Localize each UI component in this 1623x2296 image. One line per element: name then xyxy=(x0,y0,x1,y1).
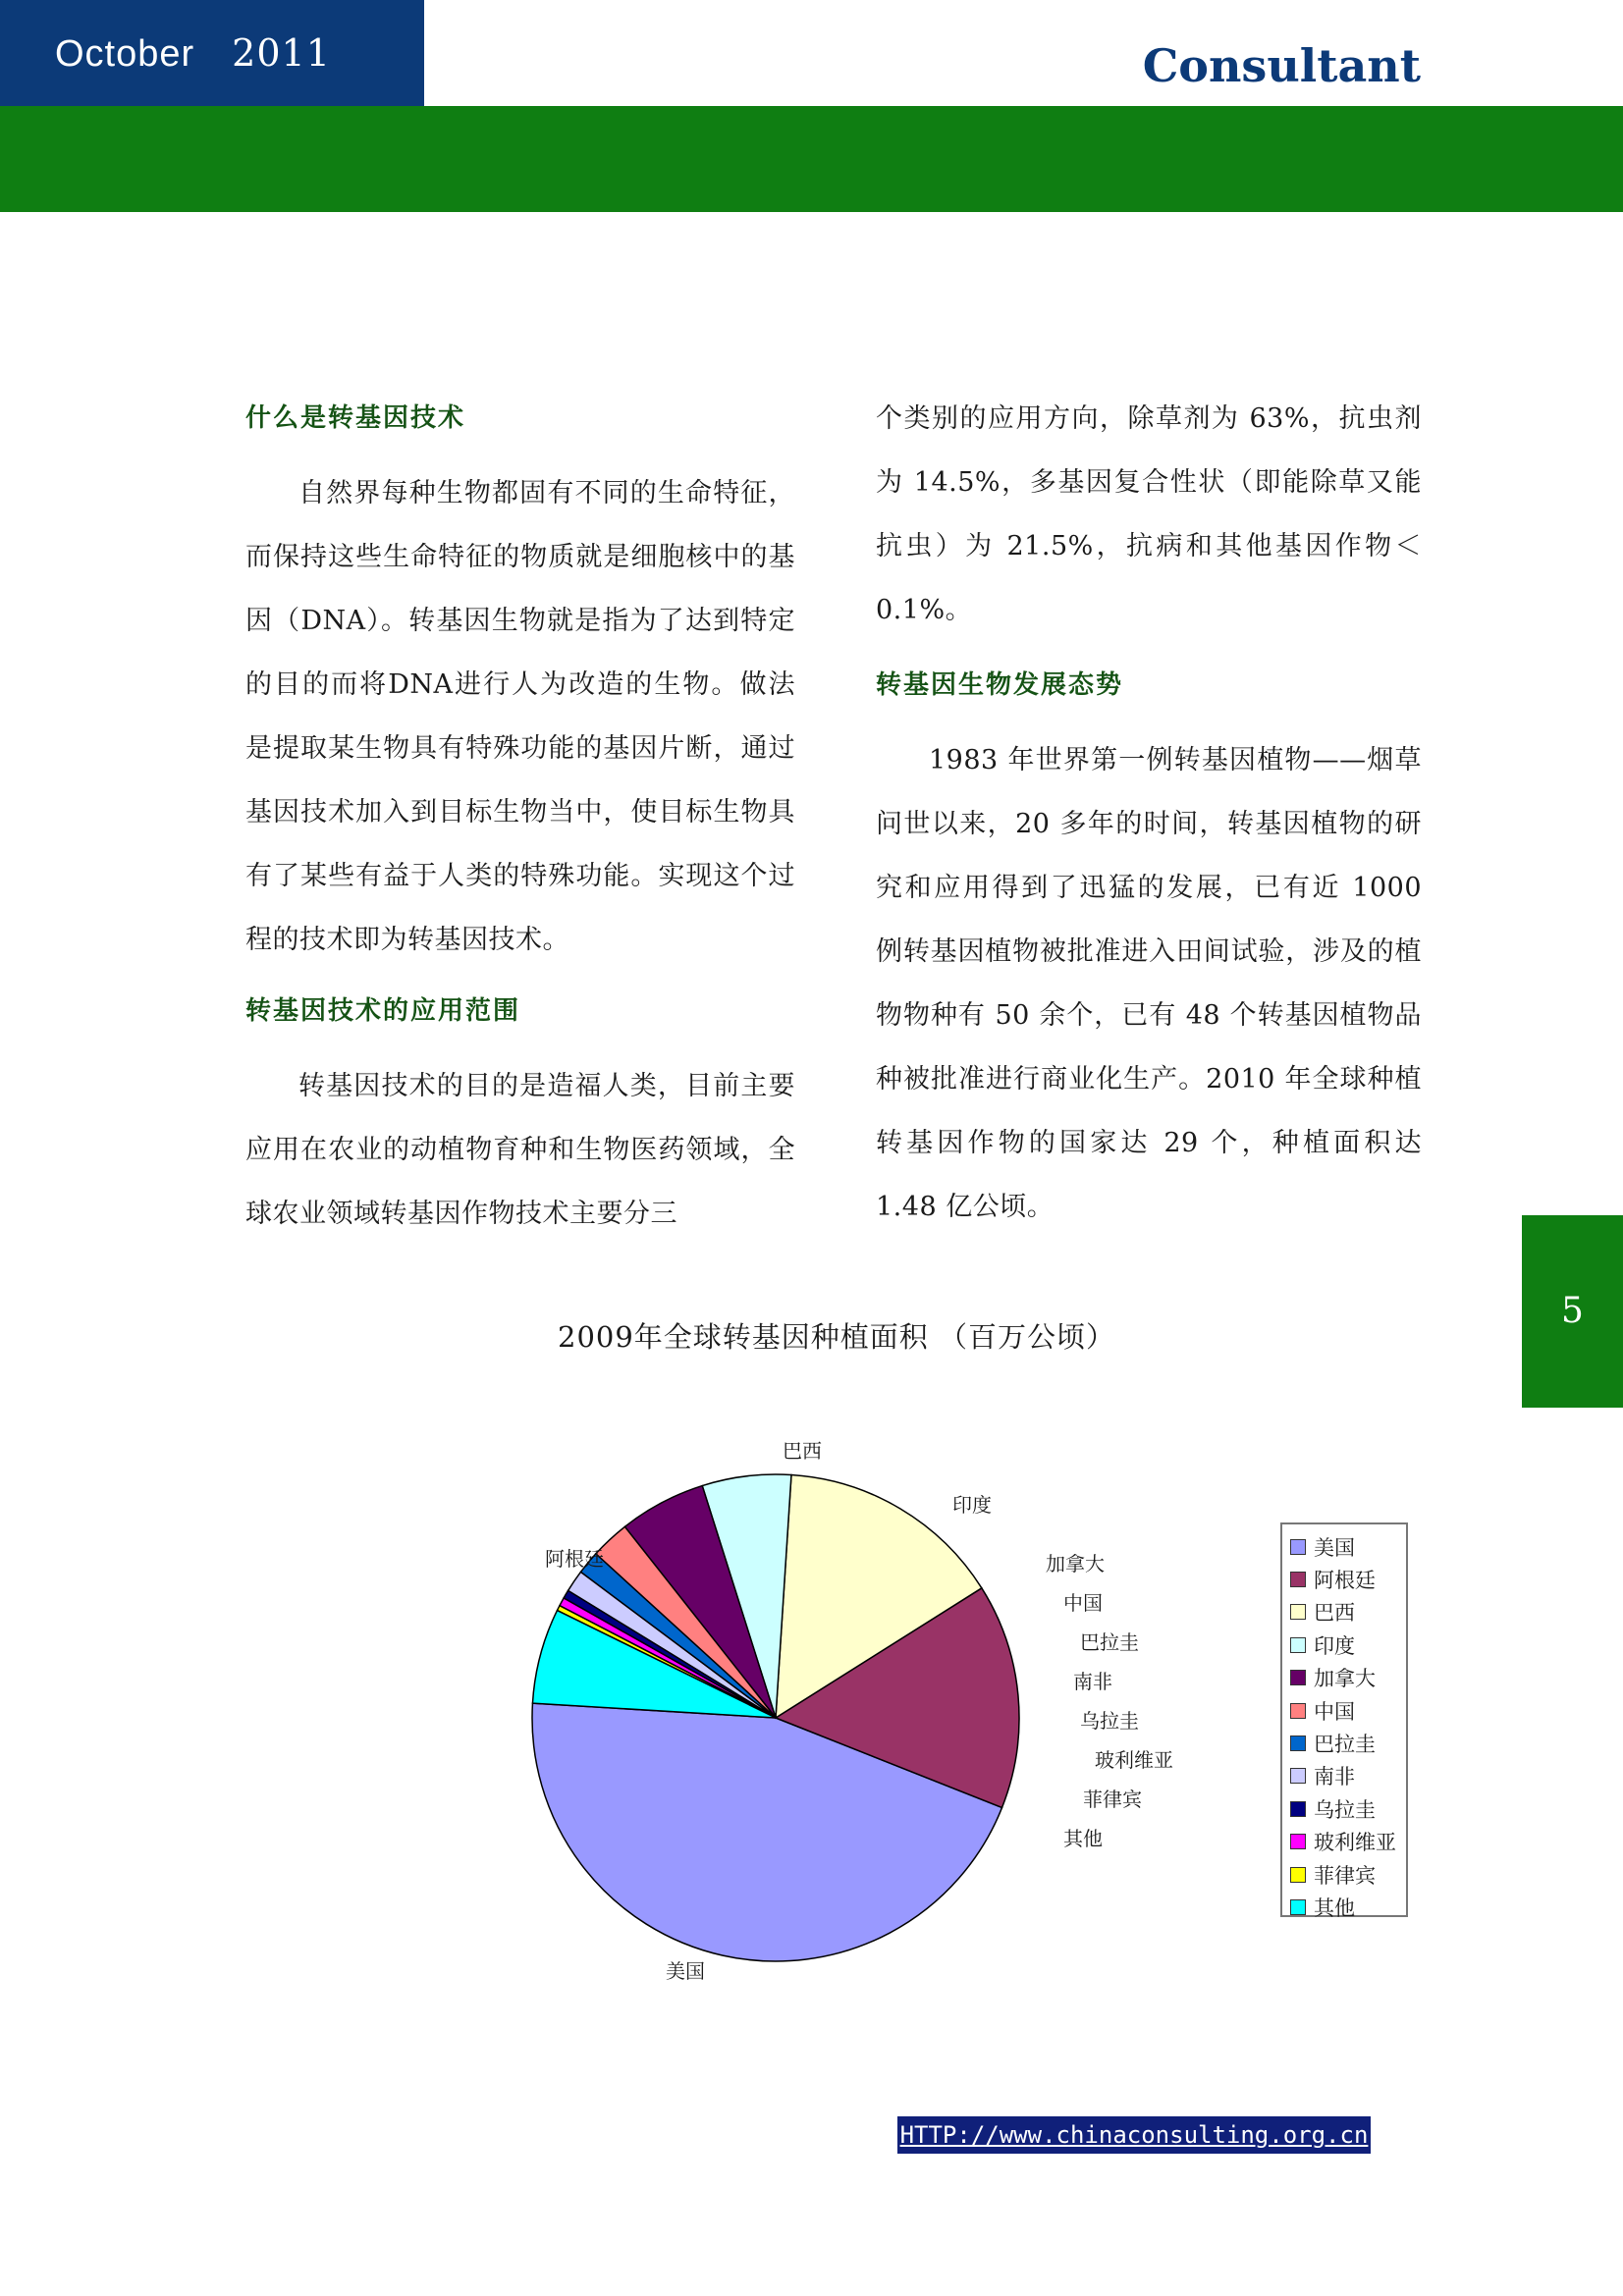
legend-label: 巴西 xyxy=(1314,1601,1355,1626)
pie-label-5: 中国 xyxy=(1063,1591,1103,1615)
section-heading-application: 转基因技术的应用范围 xyxy=(245,996,521,1026)
legend-label: 印度 xyxy=(1314,1633,1355,1658)
legend-label: 菲律宾 xyxy=(1314,1863,1376,1888)
pie-label-8: 乌拉圭 xyxy=(1080,1709,1139,1733)
section-heading-trend: 转基因生物发展态势 xyxy=(876,670,1124,700)
legend-swatch xyxy=(1290,1867,1306,1883)
legend-item xyxy=(1290,1891,1406,1923)
pie-label-11: 其他 xyxy=(1063,1827,1103,1850)
page-number-tab: 5 xyxy=(1522,1215,1623,1408)
legend-label: 巴拉圭 xyxy=(1314,1733,1376,1757)
pie-label-1: 阿根廷 xyxy=(545,1547,604,1571)
paragraph-what-is: 自然界每种生物都固有不同的生命特征，而保持这些生命特征的物质就是细胞核中的基因（DNA）。转基因生物就是指为了达到特定的目的而将DNA进行人为改造的生物。做法是提取某生物具有特殊功能的基因片断，通过基因技术加入到目标生物当中，使目标生物具有了某些有益于人类的特殊功能。实现这个过程的技术即为转基因技术。 xyxy=(245,478,795,955)
legend-item xyxy=(1290,1629,1406,1661)
legend-swatch xyxy=(1290,1801,1306,1817)
legend-item xyxy=(1290,1694,1406,1727)
legend-label: 南非 xyxy=(1314,1765,1355,1789)
legend-swatch xyxy=(1290,1637,1306,1653)
legend-item xyxy=(1290,1563,1406,1595)
legend-label: 加拿大 xyxy=(1314,1667,1376,1691)
legend-swatch xyxy=(1290,1539,1306,1555)
brand-title: Consultant xyxy=(1142,39,1421,92)
paragraph-application-continued: 个类别的应用方向，除草剂为 63%，抗虫剂为 14.5%，多基因复合性状（即能除草又能抗虫）为 21.5%，抗病和其他基因作物＜0.1%。 xyxy=(876,403,1422,625)
paragraph-trend: 1983 年世界第一例转基因植物——烟草问世以来，20 多年的时间，转基因植物的研究和应用得到了迅猛的发展，已有近 1000 例转基因植物被批准进入田间试验，涉及的植物物种有 50 余个，已有 48 个转基因植物品种被批准进行商业化生产。2010 年全球种植转基因作物的国家达 29 个，种植面积达 1.48 亿公顷。 xyxy=(876,745,1422,1222)
legend-swatch xyxy=(1290,1768,1306,1784)
legend-label: 美国 xyxy=(1314,1535,1355,1560)
header-year: 2011 xyxy=(232,31,331,75)
legend-label: 玻利维亚 xyxy=(1314,1831,1396,1855)
chart-legend xyxy=(1280,1522,1408,1920)
pie-label-10: 菲律宾 xyxy=(1083,1788,1142,1811)
section-heading-what-is: 什么是转基因技术 xyxy=(245,403,466,433)
legend-item xyxy=(1290,1760,1406,1792)
pie-label-0: 美国 xyxy=(666,1959,705,1983)
pie-label-7: 南非 xyxy=(1073,1670,1112,1693)
legend-label: 乌拉圭 xyxy=(1314,1797,1376,1822)
header-month: October xyxy=(55,33,195,75)
chart-title: 2009年全球转基因种植面积 （百万公顷） xyxy=(558,1320,1116,1354)
legend-swatch xyxy=(1290,1735,1306,1751)
pie-label-3: 印度 xyxy=(952,1493,992,1517)
legend-swatch xyxy=(1290,1604,1306,1620)
legend-swatch xyxy=(1290,1572,1306,1587)
legend-item xyxy=(1290,1727,1406,1759)
legend-item xyxy=(1290,1792,1406,1825)
legend-label: 中国 xyxy=(1314,1699,1355,1724)
legend-label: 其他 xyxy=(1314,1896,1355,1920)
website-url[interactable]: HTTP://www.chinaconsulting.org.cn xyxy=(899,2121,1369,2149)
legend-item xyxy=(1290,1662,1406,1694)
paragraph-application: 转基因技术的目的是造福人类，目前主要应用在农业的动植物育种和生物医药领域，全球农业领域转基因作物技术主要分三 xyxy=(245,1071,795,1229)
legend-item xyxy=(1290,1530,1406,1563)
pie-label-6: 巴拉圭 xyxy=(1080,1630,1139,1654)
legend-item xyxy=(1290,1596,1406,1629)
pie-label-2: 巴西 xyxy=(783,1439,822,1463)
legend-item xyxy=(1290,1826,1406,1858)
legend-swatch xyxy=(1290,1703,1306,1719)
legend-swatch xyxy=(1290,1834,1306,1849)
legend-swatch xyxy=(1290,1670,1306,1685)
legend-label: 阿根廷 xyxy=(1314,1569,1376,1593)
pie-label-9: 玻利维亚 xyxy=(1095,1748,1173,1772)
website-link[interactable] xyxy=(897,2116,1371,2154)
pie-slices xyxy=(532,1474,1019,1961)
legend-item xyxy=(1290,1858,1406,1891)
pie-label-4: 加拿大 xyxy=(1046,1552,1105,1575)
legend-swatch xyxy=(1290,1899,1306,1915)
